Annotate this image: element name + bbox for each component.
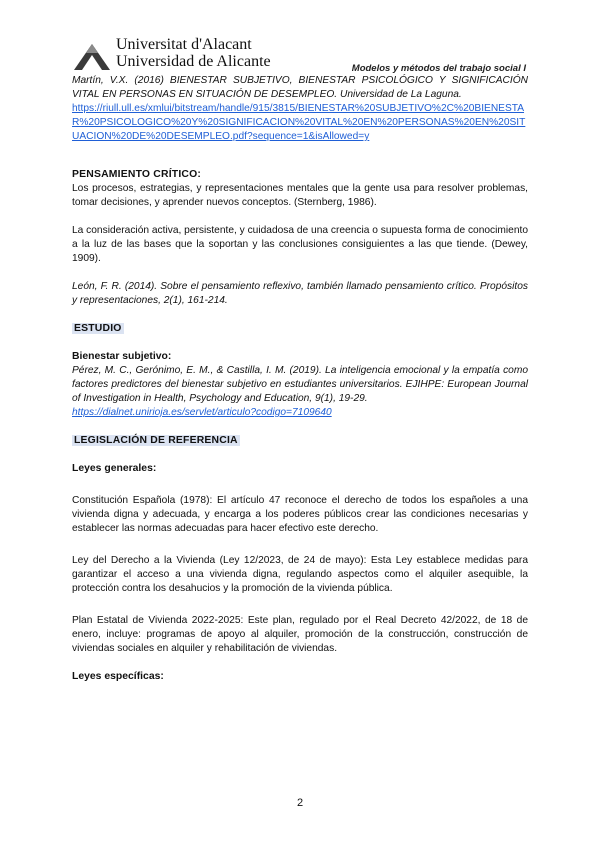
section-heading-estudio: ESTUDIO <box>74 323 122 334</box>
reference-martin-link[interactable]: https://riull.ull.es/xmlui/bitstream/handle/915/3815/BIENESTAR%20SUBJETIVO%2C%20BIENESTAR%20PSICOLOGICO%20Y%20SIGNIFICACION%20VITAL%20EN%20PERSONAS%20EN%20SITUACION%20DE%20DESEMPLEO.pdf?sequence=1&isAllowed=y <box>72 103 526 142</box>
law-item: Plan Estatal de Vivienda 2022-2025: Este plan, regulado por el Real Decreto 42/2022, de 18 de enero, incluye: programas de apoyo al alquiler, promoción de la construcción, construcción de viviendas sociales en alquiler y rehabilitación de viviendas. <box>72 615 528 654</box>
reference-perez-link[interactable]: https://dialnet.unirioja.es/servlet/articulo?codigo=7109640 <box>72 407 332 418</box>
reference-martin: Martín, V.X. (2016) BIENESTAR SUBJETIVO, BIENESTAR PSICOLÓGICO Y SIGNIFICACIÓN VITAL EN PERSONAS EN SITUACIÓN DE DESEMPLEO. Universidad de La Laguna. <box>72 75 528 100</box>
course-title: Modelos y métodos del trabajo social I <box>351 63 526 74</box>
university-name-line2: Universidad de Alicante <box>116 53 271 70</box>
section-heading-legislacion: LEGISLACIÓN DE REFERENCIA <box>74 435 238 446</box>
university-logo-icon <box>72 40 112 72</box>
law-item: Constitución Española (1978): El artículo 47 reconoce el derecho de todos los españoles a una vivienda digna y adecuada, y encarga a los poderes públicos crear las condiciones necesarias y establecer las normas adecuadas para hacer efectivo este derecho. <box>72 495 528 534</box>
reference-perez: Pérez, M. C., Gerónimo, E. M., & Castilla, I. M. (2019). La inteligencia emocional y la empatía como factores predictores del bienestar subjetivo en estudiantes universitarios. EJIHPE: European Journal of Investigation in Health, Psychology and Education, 9(1), 19-29. <box>72 365 528 404</box>
subheading-leyes-generales: Leyes generales: <box>72 463 157 474</box>
definition-sternberg: Los procesos, estrategias, y representaciones mentales que la gente usa para resolver problemas, tomar decisiones, y aprender nuevos conceptos. (Sternberg, 1986). <box>72 183 528 208</box>
page-number: 2 <box>296 797 304 809</box>
section-heading-pensamiento: PENSAMIENTO CRÍTICO: <box>72 169 202 180</box>
definition-dewey: La consideración activa, persistente, y cuidadosa de una creencia o supuesta forma de conocimiento a la luz de las bases que la soportan y las conclusiones consiguientes a las que tiende. (Dewey, 1909). <box>72 225 528 264</box>
document-body <box>72 74 528 684</box>
subheading-leyes-especificas: Leyes específicas: <box>72 671 164 682</box>
subheading-bienestar: Bienestar subjetivo: <box>72 351 172 362</box>
university-name-line1: Universitat d'Alacant <box>116 36 252 53</box>
university-name <box>116 36 271 70</box>
reference-leon: León, F. R. (2014). Sobre el pensamiento reflexivo, también llamado pensamiento crítico. Propósitos y representaciones, 2(1), 161-214. <box>72 281 528 306</box>
law-item: Ley del Derecho a la Vivienda (Ley 12/2023, de 24 de mayo): Esta Ley establece medidas para garantizar el acceso a una vivienda digna, regulando aspectos como el alquiler asequible, la protección contra los desahucios y la promoción de la vivienda pública. <box>72 555 528 594</box>
